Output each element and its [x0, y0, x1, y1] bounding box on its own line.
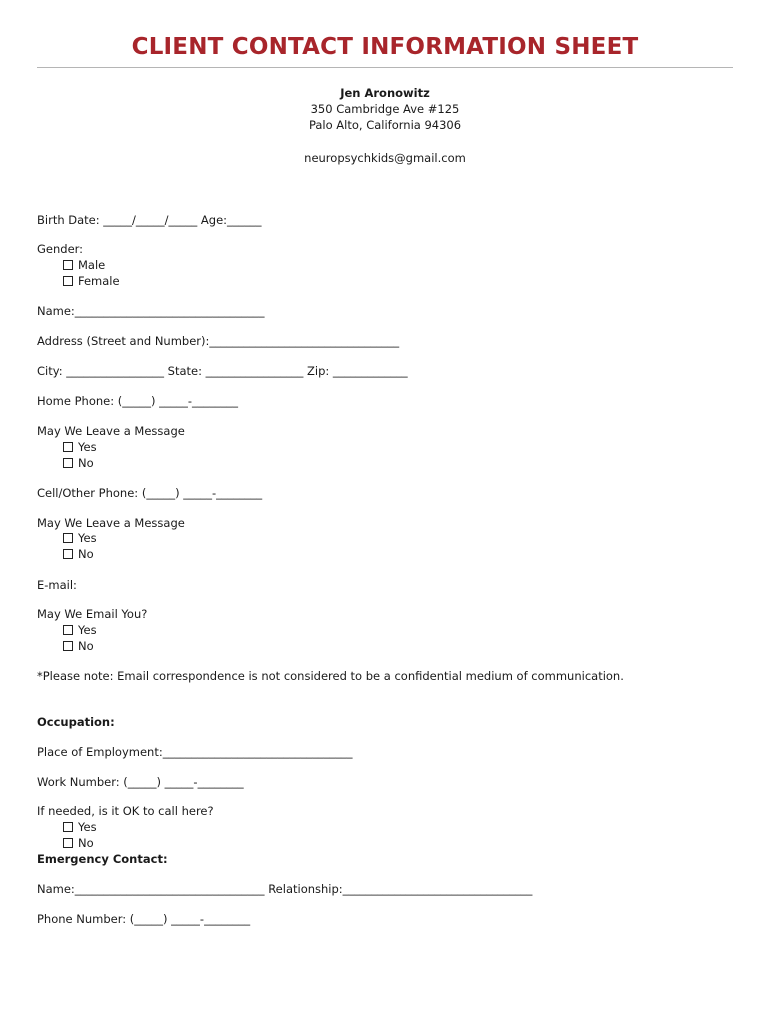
occupation-heading: Occupation:	[37, 715, 115, 729]
gender-label: Gender:	[37, 242, 84, 256]
home-message-no-label: No	[78, 456, 94, 470]
title-divider	[37, 67, 733, 68]
email-permission-yes-option[interactable]	[63, 623, 97, 637]
gender-male-option[interactable]	[63, 258, 105, 272]
provider-address-line1: 350 Cambridge Ave #125	[310, 102, 460, 116]
checkbox-icon[interactable]	[63, 641, 73, 651]
email-permission-no-label: No	[78, 639, 94, 653]
provider-name: Jen Aronowitz	[340, 86, 430, 100]
home-message-yes-label: Yes	[78, 440, 97, 454]
provider-address-line2: Palo Alto, California 94306	[308, 118, 462, 132]
checkbox-icon[interactable]	[63, 549, 73, 559]
emergency-phone-field[interactable]: Phone Number: (_____) _____-________	[37, 912, 251, 926]
work-number-field[interactable]: Work Number: (_____) _____-________	[37, 775, 244, 789]
call-work-no-label: No	[78, 836, 94, 850]
birth-date-age-field[interactable]: Birth Date: _____/_____/_____ Age:______	[37, 213, 262, 227]
home-message-no-option[interactable]	[63, 456, 94, 470]
checkbox-icon[interactable]	[63, 276, 73, 286]
email-permission-yes-label: Yes	[78, 623, 97, 637]
email-field[interactable]: E-mail:	[37, 578, 77, 592]
checkbox-icon[interactable]	[63, 458, 73, 468]
email-permission-label: May We Email You?	[37, 607, 148, 621]
call-work-yes-label: Yes	[78, 820, 97, 834]
home-message-label: May We Leave a Message	[37, 424, 185, 438]
name-field[interactable]: Name:_________________________________	[37, 304, 265, 318]
cell-message-yes-option[interactable]	[63, 531, 97, 545]
checkbox-icon[interactable]	[63, 260, 73, 270]
city-state-zip-field[interactable]: City: _________________ State: _________________ Zip: _____________	[37, 364, 408, 378]
place-of-employment-field[interactable]: Place of Employment:_________________________________	[37, 745, 353, 759]
cell-phone-field[interactable]: Cell/Other Phone: (_____) _____-________	[37, 486, 263, 500]
email-permission-no-option[interactable]	[63, 639, 94, 653]
checkbox-icon[interactable]	[63, 533, 73, 543]
emergency-name-relationship-field[interactable]: Name:_________________________________ Relationship:_________________________________	[37, 882, 533, 896]
page-title: CLIENT CONTACT INFORMATION SHEET	[131, 34, 639, 60]
gender-female-label: Female	[78, 274, 120, 288]
cell-message-yes-label: Yes	[78, 531, 97, 545]
cell-message-label: May We Leave a Message	[37, 516, 185, 530]
call-work-yes-option[interactable]	[63, 820, 97, 834]
address-field[interactable]: Address (Street and Number):_________________________________	[37, 334, 400, 348]
cell-message-no-option[interactable]	[63, 547, 94, 561]
home-phone-field[interactable]: Home Phone: (_____) _____-________	[37, 394, 239, 408]
checkbox-icon[interactable]	[63, 625, 73, 635]
checkbox-icon[interactable]	[63, 822, 73, 832]
checkbox-icon[interactable]	[63, 838, 73, 848]
email-confidentiality-note: *Please note: Email correspondence is not considered to be a confidential medium of communication.	[37, 669, 624, 683]
gender-male-label: Male	[78, 258, 106, 272]
cell-message-no-label: No	[78, 547, 94, 561]
home-message-yes-option[interactable]	[63, 440, 97, 454]
gender-female-option[interactable]	[63, 274, 120, 288]
checkbox-icon[interactable]	[63, 442, 73, 452]
call-work-label: If needed, is it OK to call here?	[37, 804, 214, 818]
provider-email: neuropsychkids@gmail.com	[304, 151, 466, 165]
call-work-no-option[interactable]	[63, 836, 94, 850]
emergency-contact-heading: Emergency Contact:	[37, 852, 168, 866]
